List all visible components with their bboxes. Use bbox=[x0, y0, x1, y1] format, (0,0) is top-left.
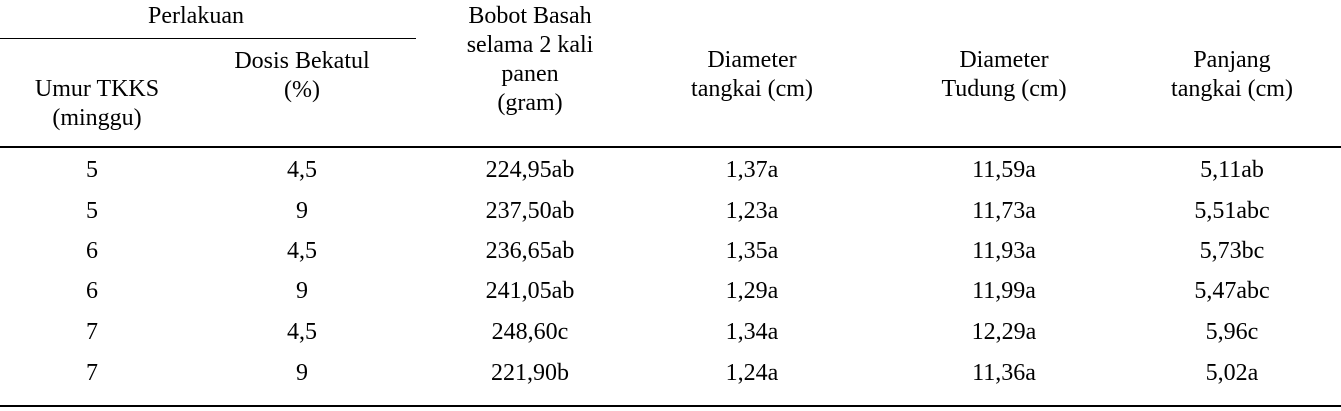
cell-stem-diam: 1,23a bbox=[725, 198, 779, 224]
cell-age: 7 bbox=[86, 319, 98, 345]
header-weight-line1: Bobot Basah bbox=[468, 3, 592, 29]
cell-cap-diam: 11,93a bbox=[972, 238, 1036, 264]
header-stem-diam-line1: Diameter bbox=[707, 47, 797, 73]
header-group-rule bbox=[0, 38, 416, 39]
cell-weight: 236,65ab bbox=[485, 238, 575, 264]
cell-stem-len: 5,73bc bbox=[1199, 238, 1265, 264]
header-age-line2: (minggu) bbox=[52, 105, 142, 131]
cell-stem-diam: 1,24a bbox=[725, 360, 779, 386]
cell-weight: 221,90b bbox=[491, 360, 569, 386]
cell-age: 7 bbox=[86, 360, 98, 386]
cell-stem-len: 5,11ab bbox=[1200, 157, 1264, 183]
cell-dose: 9 bbox=[296, 278, 308, 304]
cell-stem-diam: 1,29a bbox=[725, 278, 779, 304]
cell-stem-len: 5,47abc bbox=[1194, 278, 1270, 304]
cell-age: 5 bbox=[86, 198, 98, 224]
cell-weight: 248,60c bbox=[491, 319, 569, 345]
header-dose-line2: (%) bbox=[284, 77, 320, 103]
header-perlakuan: Perlakuan bbox=[148, 3, 244, 29]
cell-stem-diam: 1,35a bbox=[725, 238, 779, 264]
cell-age: 6 bbox=[86, 278, 98, 304]
cell-stem-diam: 1,34a bbox=[725, 319, 779, 345]
header-weight-line3: panen bbox=[501, 61, 559, 87]
cell-stem-len: 5,51abc bbox=[1194, 198, 1270, 224]
header-weight-line4: (gram) bbox=[497, 90, 563, 116]
header-stem-len-line1: Panjang bbox=[1193, 47, 1271, 73]
header-stem-len-line2: tangkai (cm) bbox=[1171, 76, 1293, 102]
header-stem-diam-line2: tangkai (cm) bbox=[691, 76, 813, 102]
header-age-line1: Umur TKKS bbox=[34, 76, 160, 102]
cell-weight: 237,50ab bbox=[485, 198, 575, 224]
cell-age: 5 bbox=[86, 157, 98, 183]
cell-dose: 4,5 bbox=[287, 157, 317, 183]
table-bottom-rule bbox=[0, 405, 1341, 407]
header-dose-line1: Dosis Bekatul bbox=[234, 48, 370, 74]
cell-dose: 4,5 bbox=[287, 319, 317, 345]
cell-dose: 9 bbox=[296, 360, 308, 386]
cell-cap-diam: 11,99a bbox=[972, 278, 1036, 304]
header-bottom-rule bbox=[0, 146, 1341, 148]
cell-weight: 241,05ab bbox=[485, 278, 575, 304]
cell-stem-len: 5,02a bbox=[1205, 360, 1259, 386]
cell-weight: 224,95ab bbox=[485, 157, 575, 183]
header-cap-diam-line1: Diameter bbox=[959, 47, 1049, 73]
cell-cap-diam: 11,73a bbox=[972, 198, 1036, 224]
header-cap-diam-line2: Tudung (cm) bbox=[941, 76, 1067, 102]
cell-cap-diam: 11,59a bbox=[972, 157, 1036, 183]
cell-cap-diam: 11,36a bbox=[972, 360, 1036, 386]
cell-dose: 9 bbox=[296, 198, 308, 224]
cell-dose: 4,5 bbox=[287, 238, 317, 264]
header-weight-line2: selama 2 kali bbox=[466, 32, 594, 58]
cell-stem-len: 5,96c bbox=[1205, 319, 1259, 345]
cell-age: 6 bbox=[86, 238, 98, 264]
cell-stem-diam: 1,37a bbox=[725, 157, 779, 183]
cell-cap-diam: 12,29a bbox=[971, 319, 1037, 345]
